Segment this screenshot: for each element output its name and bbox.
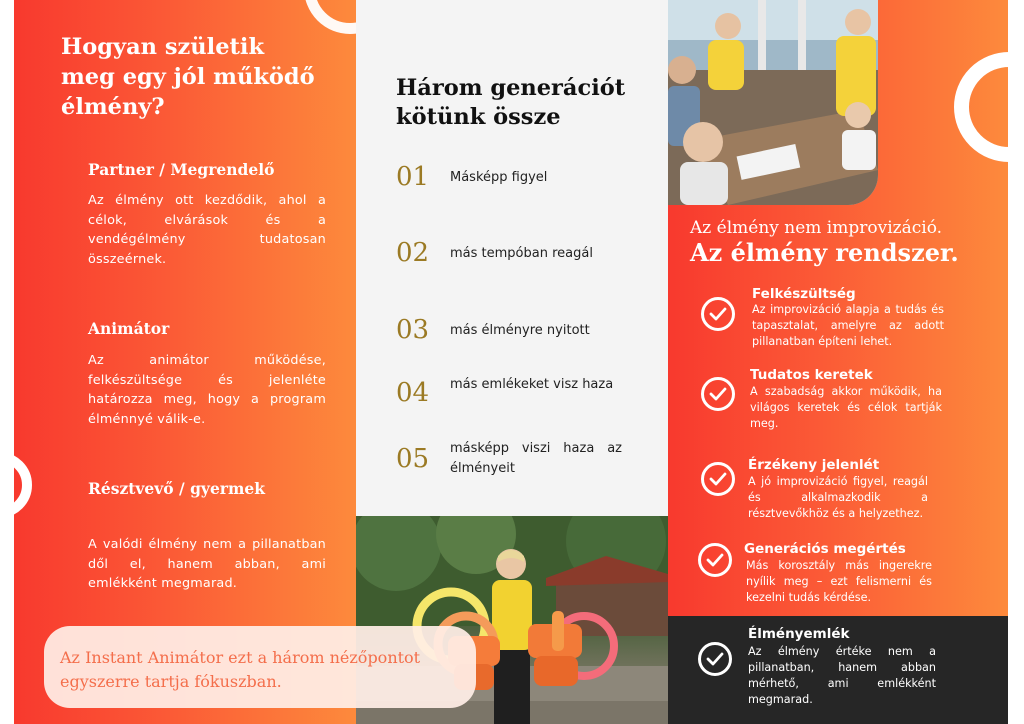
checkmark-icon (701, 377, 735, 411)
right-heading-line2: Az élmény rendszer. (690, 238, 959, 267)
generation-number: 04 (396, 378, 430, 408)
role-title-participant: Résztvevő / gyermek (88, 479, 265, 498)
generation-number: 05 (396, 444, 430, 474)
feature-text: Más korosztály más ingerekre nyílik meg – ezt felismerni és kezelni tudás kérdése. (746, 559, 932, 604)
role-text-partner: Az élmény ott kezdődik, ahol a célok, elvárások és a vendégélmény tudatosan összeérnek. (88, 193, 326, 267)
feature-title: Felkészültség (752, 286, 856, 302)
generation-text: másképp viszi haza az élményeit (450, 441, 622, 476)
role-text-animator: Az animátor működése, felkészültsége és jelenléte határozza meg, hogy a program élménnyé válik-e. (88, 353, 326, 427)
group-photo-illustration (668, 0, 878, 205)
decorative-ring (304, 0, 356, 34)
checkmark-icon (698, 642, 732, 676)
role-title-partner: Partner / Megrendelő (88, 160, 275, 179)
feature-text: A jó improvizáció figyel, reagál és alkalmazkodik a résztvevőkhöz és a helyzethez. (748, 475, 928, 520)
quote-bubble (44, 626, 476, 708)
left-title: Hogyan születik meg egy jól működő élmény? (61, 34, 315, 120)
feature-title: Élményemlék (748, 626, 850, 642)
left-panel (14, 0, 356, 724)
quote-text: Az Instant Animátor ezt a három nézőpontot egyszerre tartja fókuszban. (60, 648, 421, 691)
role-title-animator: Animátor (88, 319, 170, 338)
generation-text: más tempóban reagál (450, 246, 593, 261)
group-photo (668, 0, 878, 205)
checkmark-icon (701, 462, 735, 496)
checkmark-icon (698, 543, 732, 577)
generation-number: 03 (396, 315, 430, 345)
feature-title: Tudatos keretek (750, 367, 873, 383)
checkmark-icon (701, 297, 735, 331)
generation-number: 02 (396, 238, 430, 268)
generation-text: más emlékeket visz haza (450, 377, 614, 392)
feature-text: A szabadság akkor működik, ha világos keretek és célok tartják meg. (750, 385, 942, 430)
generation-text: más élményre nyitott (450, 323, 590, 338)
middle-panel (356, 0, 668, 516)
middle-title: Három generációt kötünk össze (396, 75, 626, 130)
feature-title: Generációs megértés (744, 541, 906, 557)
page-edge (1008, 0, 1024, 724)
generation-number: 01 (396, 162, 430, 192)
generation-text: Másképp figyel (450, 170, 548, 185)
feature-text: Az élmény értéke nem a pillanatban, hanem abban mérhető, ami emlékként megmarad. (748, 645, 936, 706)
right-heading-line1: Az élmény nem improvizáció. (690, 218, 943, 238)
decorative-ring (14, 452, 32, 518)
role-text-participant: A valódi élmény nem a pillanatban dől el, hanem abban, ami emlékként megmarad. (88, 537, 326, 591)
feature-title: Érzékeny jelenlét (748, 457, 880, 473)
feature-text: Az improvizáció alapja a tudás és tapasztalat, amelyre az adott pillanatban építeni lehet. (752, 303, 944, 348)
